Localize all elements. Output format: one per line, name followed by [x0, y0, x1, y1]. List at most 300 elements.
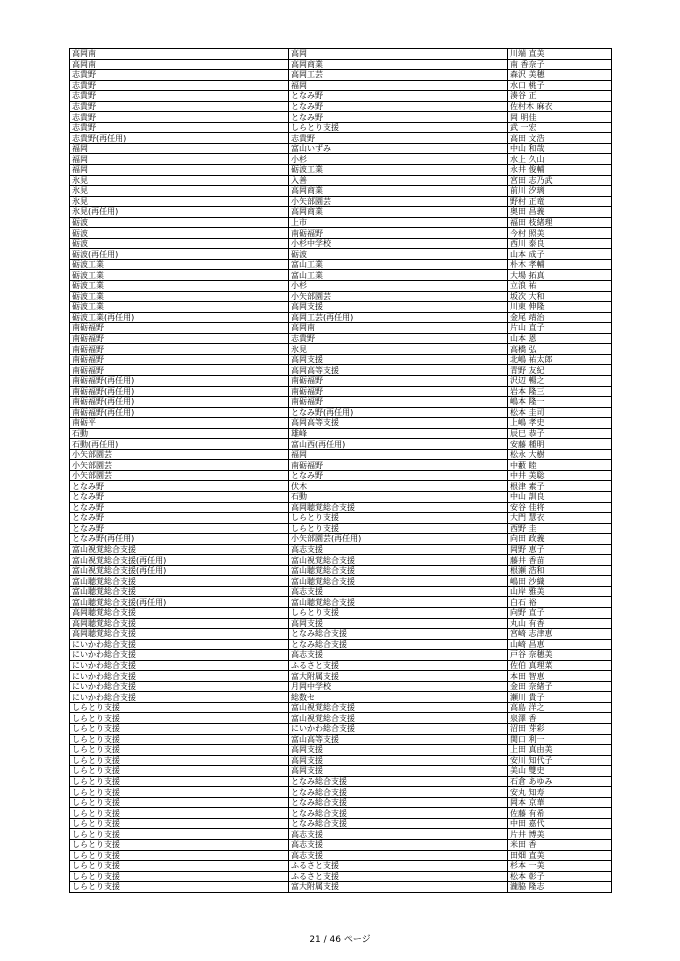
person-name-cell: 金田 奈緒子 [508, 681, 612, 692]
table-row [70, 175, 612, 186]
table-row [70, 323, 612, 334]
new-school-cell: 高志支援 [289, 840, 508, 851]
table-row [70, 228, 612, 239]
table-row [70, 249, 612, 260]
new-school-cell: 高岡商業 [289, 59, 508, 70]
table-row [70, 460, 612, 471]
current-school-cell: にいかわ総合支援 [70, 660, 289, 671]
current-school-cell: しらとり支援 [70, 724, 289, 735]
table-row [70, 660, 612, 671]
person-name-cell: 福田 枝緒理 [508, 217, 612, 228]
person-name-cell: 片山 直子 [508, 323, 612, 334]
new-school-cell: 高岡支援 [289, 766, 508, 777]
new-school-cell: 富山高等支援 [289, 734, 508, 745]
table-row [70, 238, 612, 249]
new-school-cell: 高岡支援 [289, 745, 508, 756]
current-school-cell: にいかわ総合支援 [70, 681, 289, 692]
new-school-cell: 高志支援 [289, 650, 508, 661]
new-school-cell: 氷見 [289, 344, 508, 355]
current-school-cell: 小矢部園芸 [70, 460, 289, 471]
person-name-cell: 瀧脇 隆志 [508, 882, 612, 893]
person-name-cell: 瀬川 貴子 [508, 692, 612, 703]
current-school-cell: 砺波工業 [70, 302, 289, 313]
table-row [70, 882, 612, 893]
new-school-cell: 高岡支援 [289, 354, 508, 365]
current-school-cell: 氷見 [70, 175, 289, 186]
current-school-cell: 小矢部園芸 [70, 470, 289, 481]
new-school-cell: となみ野 [289, 101, 508, 112]
current-school-cell: しらとり支援 [70, 713, 289, 724]
current-school-cell: 南砺福野 [70, 354, 289, 365]
current-school-cell: しらとり支援 [70, 787, 289, 798]
table-row [70, 312, 612, 323]
current-school-cell: 南砺福野 [70, 344, 289, 355]
current-school-cell: 砺波(再任用) [70, 249, 289, 260]
current-school-cell: 氷見(再任用) [70, 207, 289, 218]
new-school-cell: 上市 [289, 217, 508, 228]
person-name-cell: 永井 俊輔 [508, 165, 612, 176]
current-school-cell: 高岡南 [70, 59, 289, 70]
person-name-cell: 朴木 孝輔 [508, 259, 612, 270]
new-school-cell: 富大附属支援 [289, 882, 508, 893]
person-name-cell: 宮崎 志津恵 [508, 629, 612, 640]
person-name-cell: 湊谷 正 [508, 91, 612, 102]
new-school-cell: となみ総合支援 [289, 818, 508, 829]
table-row [70, 797, 612, 808]
current-school-cell: 砺波 [70, 228, 289, 239]
new-school-cell: 雄峰 [289, 428, 508, 439]
current-school-cell: 石動 [70, 428, 289, 439]
table-row [70, 165, 612, 176]
new-school-cell: 高志支援 [289, 586, 508, 597]
current-school-cell: 志貴野 [70, 122, 289, 133]
current-school-cell: 福岡 [70, 165, 289, 176]
current-school-cell: 南砺福野(再任用) [70, 386, 289, 397]
current-school-cell: 志貴野 [70, 80, 289, 91]
new-school-cell: 高岡支援 [289, 618, 508, 629]
new-school-cell: 高岡高等支援 [289, 418, 508, 429]
table-row [70, 481, 612, 492]
person-name-cell: 田畑 直美 [508, 850, 612, 861]
person-name-cell: 中山 和哉 [508, 143, 612, 154]
current-school-cell: 砺波 [70, 217, 289, 228]
person-name-cell: 関口 利一 [508, 734, 612, 745]
new-school-cell: 総数セ [289, 692, 508, 703]
person-name-cell: 佐藤 有希 [508, 808, 612, 819]
table-row [70, 745, 612, 756]
table-row [70, 840, 612, 851]
current-school-cell: となみ野 [70, 502, 289, 513]
new-school-cell: 富山聴覚総合支援 [289, 597, 508, 608]
new-school-cell: 高岡商業 [289, 207, 508, 218]
new-school-cell: 南砺福野 [289, 228, 508, 239]
new-school-cell: にいかわ総合支援 [289, 724, 508, 735]
new-school-cell: ふるさと支援 [289, 871, 508, 882]
table-row [70, 829, 612, 840]
table-row [70, 407, 612, 418]
current-school-cell: しらとり支援 [70, 734, 289, 745]
table-row [70, 80, 612, 91]
table-row [70, 586, 612, 597]
person-name-cell: 坂次 大和 [508, 291, 612, 302]
table-row [70, 439, 612, 450]
new-school-cell: 富山視覚総合支援 [289, 713, 508, 724]
new-school-cell: となみ総合支援 [289, 639, 508, 650]
person-name-cell: 嶋本 隆一 [508, 397, 612, 408]
table-row [70, 681, 612, 692]
person-name-cell: 武 一宏 [508, 122, 612, 133]
new-school-cell: しらとり支援 [289, 607, 508, 618]
new-school-cell: 富山工業 [289, 259, 508, 270]
table-row [70, 354, 612, 365]
new-school-cell: となみ野 [289, 91, 508, 102]
new-school-cell: 小杉 [289, 281, 508, 292]
current-school-cell: 志貴野 [70, 101, 289, 112]
table-row [70, 186, 612, 197]
current-school-cell: 砺波工業(再任用) [70, 312, 289, 323]
current-school-cell: 南砺福野 [70, 333, 289, 344]
person-name-cell: 杉本 一美 [508, 861, 612, 872]
table-row [70, 259, 612, 270]
table-row [70, 713, 612, 724]
new-school-cell: 富山聴覚総合支援 [289, 565, 508, 576]
person-name-cell: 山本 成子 [508, 249, 612, 260]
table-row [70, 491, 612, 502]
new-school-cell: 小矢部園芸(再任用) [289, 534, 508, 545]
new-school-cell: 富山聴覚総合支援 [289, 576, 508, 587]
new-school-cell: 砺波 [289, 249, 508, 260]
table-row [70, 702, 612, 713]
person-name-cell: 金尾 靖治 [508, 312, 612, 323]
table-row [70, 344, 612, 355]
new-school-cell: 砺波工業 [289, 165, 508, 176]
current-school-cell: 志貴野 [70, 91, 289, 102]
table-row [70, 671, 612, 682]
current-school-cell: しらとり支援 [70, 745, 289, 756]
table-row [70, 70, 612, 81]
new-school-cell: 福岡 [289, 449, 508, 460]
current-school-cell: しらとり支援 [70, 840, 289, 851]
person-name-cell: 高橋 弘 [508, 344, 612, 355]
new-school-cell: 高岡工芸 [289, 70, 508, 81]
person-name-cell: 川端 直美 [508, 49, 612, 60]
person-name-cell: 中山 訓良 [508, 491, 612, 502]
table-row [70, 49, 612, 60]
current-school-cell: 富山視覚総合支援(再任用) [70, 565, 289, 576]
new-school-cell: 南砺福野 [289, 386, 508, 397]
new-school-cell: 富山視覚総合支援 [289, 555, 508, 566]
person-name-cell: 安藤 種明 [508, 439, 612, 450]
table-row [70, 724, 612, 735]
current-school-cell: 南砺福野 [70, 365, 289, 376]
person-name-cell: 戸谷 奈穂美 [508, 650, 612, 661]
person-name-cell: 美山 雙史 [508, 766, 612, 777]
person-name-cell: 藤井 香苗 [508, 555, 612, 566]
current-school-cell: となみ野 [70, 491, 289, 502]
person-name-cell: 南 香奈子 [508, 59, 612, 70]
table-row [70, 291, 612, 302]
person-name-cell: 松本 彰子 [508, 871, 612, 882]
person-name-cell: 西野 圭 [508, 523, 612, 534]
person-name-cell: 大門 慧衣 [508, 513, 612, 524]
table-row [70, 333, 612, 344]
table-row [70, 755, 612, 766]
person-name-cell: 水上 久山 [508, 154, 612, 165]
new-school-cell: ふるさと支援 [289, 660, 508, 671]
table-row [70, 470, 612, 481]
table-row [70, 692, 612, 703]
person-name-cell: 水口 桃子 [508, 80, 612, 91]
person-name-cell: 辰巳 恭子 [508, 428, 612, 439]
new-school-cell: しらとり支援 [289, 122, 508, 133]
new-school-cell: 富山いずみ [289, 143, 508, 154]
current-school-cell: となみ野 [70, 513, 289, 524]
person-name-cell: 本田 智恵 [508, 671, 612, 682]
new-school-cell: 高岡支援 [289, 302, 508, 313]
table-row [70, 513, 612, 524]
new-school-cell: 高岡聴覚総合支援 [289, 502, 508, 513]
table-row [70, 850, 612, 861]
table-row [70, 629, 612, 640]
table-row [70, 618, 612, 629]
person-name-cell: 岩本 隆三 [508, 386, 612, 397]
person-name-cell: 岡本 京華 [508, 797, 612, 808]
current-school-cell: 志貴野 [70, 112, 289, 123]
table-row [70, 871, 612, 882]
table-row [70, 143, 612, 154]
current-school-cell: 南砺福野 [70, 323, 289, 334]
current-school-cell: しらとり支援 [70, 808, 289, 819]
current-school-cell: 砺波工業 [70, 291, 289, 302]
current-school-cell: しらとり支援 [70, 702, 289, 713]
person-name-cell: 向野 直子 [508, 607, 612, 618]
person-name-cell: 中井 美聡 [508, 470, 612, 481]
current-school-cell: 氷見 [70, 196, 289, 207]
new-school-cell: 高志支援 [289, 850, 508, 861]
table-row [70, 386, 612, 397]
new-school-cell: 南砺福野 [289, 375, 508, 386]
current-school-cell: 南砺平 [70, 418, 289, 429]
current-school-cell: にいかわ総合支援 [70, 671, 289, 682]
current-school-cell: 砺波 [70, 238, 289, 249]
current-school-cell: 砺波工業 [70, 270, 289, 281]
person-name-cell: 上田 真由美 [508, 745, 612, 756]
current-school-cell: 高岡聴覚総合支援 [70, 629, 289, 640]
table-row [70, 597, 612, 608]
table-row [70, 270, 612, 281]
person-name-cell: 石倉 あゆみ [508, 776, 612, 787]
table-row [70, 776, 612, 787]
person-name-cell: 安川 知代子 [508, 755, 612, 766]
current-school-cell: しらとり支援 [70, 755, 289, 766]
current-school-cell: しらとり支援 [70, 861, 289, 872]
new-school-cell: となみ野 [289, 470, 508, 481]
current-school-cell: 福岡 [70, 143, 289, 154]
person-name-cell: 丸山 有香 [508, 618, 612, 629]
table-row [70, 808, 612, 819]
current-school-cell: 南砺福野(再任用) [70, 397, 289, 408]
new-school-cell: 入善 [289, 175, 508, 186]
current-school-cell: にいかわ総合支援 [70, 692, 289, 703]
current-school-cell: しらとり支援 [70, 871, 289, 882]
current-school-cell: となみ野 [70, 481, 289, 492]
person-name-cell: 青野 友紀 [508, 365, 612, 376]
person-name-cell: 嶋田 沙織 [508, 576, 612, 587]
table-row [70, 207, 612, 218]
table-row [70, 302, 612, 313]
table-row [70, 375, 612, 386]
current-school-cell: 高岡南 [70, 49, 289, 60]
new-school-cell: 高岡商業 [289, 186, 508, 197]
table-row [70, 101, 612, 112]
person-name-cell: 片井 博美 [508, 829, 612, 840]
person-name-cell: 宮田 志乃武 [508, 175, 612, 186]
table-row [70, 555, 612, 566]
person-name-cell: 岡 明佳 [508, 112, 612, 123]
new-school-cell: となみ総合支援 [289, 787, 508, 798]
person-name-cell: 岡野 恵子 [508, 544, 612, 555]
table-row [70, 397, 612, 408]
table-row [70, 428, 612, 439]
personnel-table-body [70, 49, 612, 893]
table-row [70, 544, 612, 555]
new-school-cell: となみ野(再任用) [289, 407, 508, 418]
table-row [70, 449, 612, 460]
new-school-cell: 小杉中学校 [289, 238, 508, 249]
current-school-cell: 南砺福野(再任用) [70, 375, 289, 386]
table-row [70, 502, 612, 513]
new-school-cell: 伏木 [289, 481, 508, 492]
new-school-cell: となみ総合支援 [289, 629, 508, 640]
person-name-cell: 松本 圭司 [508, 407, 612, 418]
person-name-cell: 北嶋 祐太郎 [508, 354, 612, 365]
table-row [70, 59, 612, 70]
new-school-cell: となみ総合支援 [289, 808, 508, 819]
new-school-cell: しらとり支援 [289, 523, 508, 534]
new-school-cell: 富大附属支援 [289, 671, 508, 682]
new-school-cell: となみ総合支援 [289, 797, 508, 808]
person-name-cell: 向田 政義 [508, 534, 612, 545]
table-row [70, 734, 612, 745]
table-row [70, 418, 612, 429]
person-name-cell: 高島 洋之 [508, 702, 612, 713]
current-school-cell: 南砺福野(再任用) [70, 407, 289, 418]
table-row [70, 122, 612, 133]
person-name-cell: 中藪 睦 [508, 460, 612, 471]
new-school-cell: 富山西(再任用) [289, 439, 508, 450]
new-school-cell: しらとり支援 [289, 513, 508, 524]
current-school-cell: 氷見 [70, 186, 289, 197]
table-row [70, 196, 612, 207]
table-row [70, 534, 612, 545]
current-school-cell: 富山聴覚総合支援 [70, 576, 289, 587]
table-row [70, 565, 612, 576]
person-name-cell: 前川 汐璃 [508, 186, 612, 197]
current-school-cell: しらとり支援 [70, 829, 289, 840]
table-row [70, 112, 612, 123]
current-school-cell: 石動(再任用) [70, 439, 289, 450]
current-school-cell: にいかわ総合支援 [70, 639, 289, 650]
current-school-cell: 富山聴覚総合支援(再任用) [70, 597, 289, 608]
table-row [70, 133, 612, 144]
new-school-cell: 小矢部園芸 [289, 291, 508, 302]
page-number: 21 / 46 ページ [309, 935, 371, 945]
new-school-cell: 小矢部園芸 [289, 196, 508, 207]
table-row [70, 365, 612, 376]
person-name-cell: 松永 大樹 [508, 449, 612, 460]
table-row [70, 154, 612, 165]
person-name-cell: 佐伯 真理菜 [508, 660, 612, 671]
current-school-cell: しらとり支援 [70, 797, 289, 808]
page-footer [0, 932, 680, 945]
current-school-cell: 小矢部園芸 [70, 449, 289, 460]
table-row [70, 818, 612, 829]
current-school-cell: 砺波工業 [70, 281, 289, 292]
new-school-cell: となみ野 [289, 112, 508, 123]
new-school-cell: 高岡高等支援 [289, 365, 508, 376]
person-name-cell: 沢辺 暢之 [508, 375, 612, 386]
table-row [70, 607, 612, 618]
new-school-cell: 高岡工芸(再任用) [289, 312, 508, 323]
new-school-cell: 石動 [289, 491, 508, 502]
table-row [70, 576, 612, 587]
person-name-cell: 中田 嘉代 [508, 818, 612, 829]
new-school-cell: 富山視覚総合支援 [289, 702, 508, 713]
person-name-cell: 立浪 祐 [508, 281, 612, 292]
table-row [70, 523, 612, 534]
current-school-cell: 富山聴覚総合支援 [70, 586, 289, 597]
person-name-cell: 白石 裕 [508, 597, 612, 608]
table-row [70, 861, 612, 872]
new-school-cell: となみ総合支援 [289, 776, 508, 787]
new-school-cell: 志貴野 [289, 333, 508, 344]
person-name-cell: 奥田 昌義 [508, 207, 612, 218]
table-row [70, 281, 612, 292]
person-name-cell: 根瀬 浩和 [508, 565, 612, 576]
person-name-cell: 山本 恩 [508, 333, 612, 344]
current-school-cell: 高岡聴覚総合支援 [70, 618, 289, 629]
person-name-cell: 高田 文浩 [508, 133, 612, 144]
table-row [70, 217, 612, 228]
new-school-cell: 高岡 [289, 49, 508, 60]
person-name-cell: 大場 拓真 [508, 270, 612, 281]
current-school-cell: にいかわ総合支援 [70, 650, 289, 661]
current-school-cell: しらとり支援 [70, 882, 289, 893]
new-school-cell: 高岡南 [289, 323, 508, 334]
person-name-cell: 沼田 芽彩 [508, 724, 612, 735]
person-name-cell: 今村 照美 [508, 228, 612, 239]
personnel-table [69, 48, 612, 893]
table-row [70, 639, 612, 650]
current-school-cell: 富山視覚総合支援 [70, 544, 289, 555]
new-school-cell: 高志支援 [289, 829, 508, 840]
current-school-cell: 富山視覚総合支援(再任用) [70, 555, 289, 566]
person-name-cell: 山岸 雅美 [508, 586, 612, 597]
person-name-cell: 米田 香 [508, 840, 612, 851]
person-name-cell: 佐村木 麻衣 [508, 101, 612, 112]
new-school-cell: 小杉 [289, 154, 508, 165]
current-school-cell: 高岡聴覚総合支援 [70, 607, 289, 618]
new-school-cell: 富山工業 [289, 270, 508, 281]
person-name-cell: 山崎 昌恵 [508, 639, 612, 650]
table-row [70, 766, 612, 777]
person-name-cell: 安丸 知寿 [508, 787, 612, 798]
current-school-cell: となみ野 [70, 523, 289, 534]
person-name-cell: 安谷 佳将 [508, 502, 612, 513]
person-name-cell: 森沢 美穂 [508, 70, 612, 81]
current-school-cell: しらとり支援 [70, 766, 289, 777]
person-name-cell: 野村 正竜 [508, 196, 612, 207]
